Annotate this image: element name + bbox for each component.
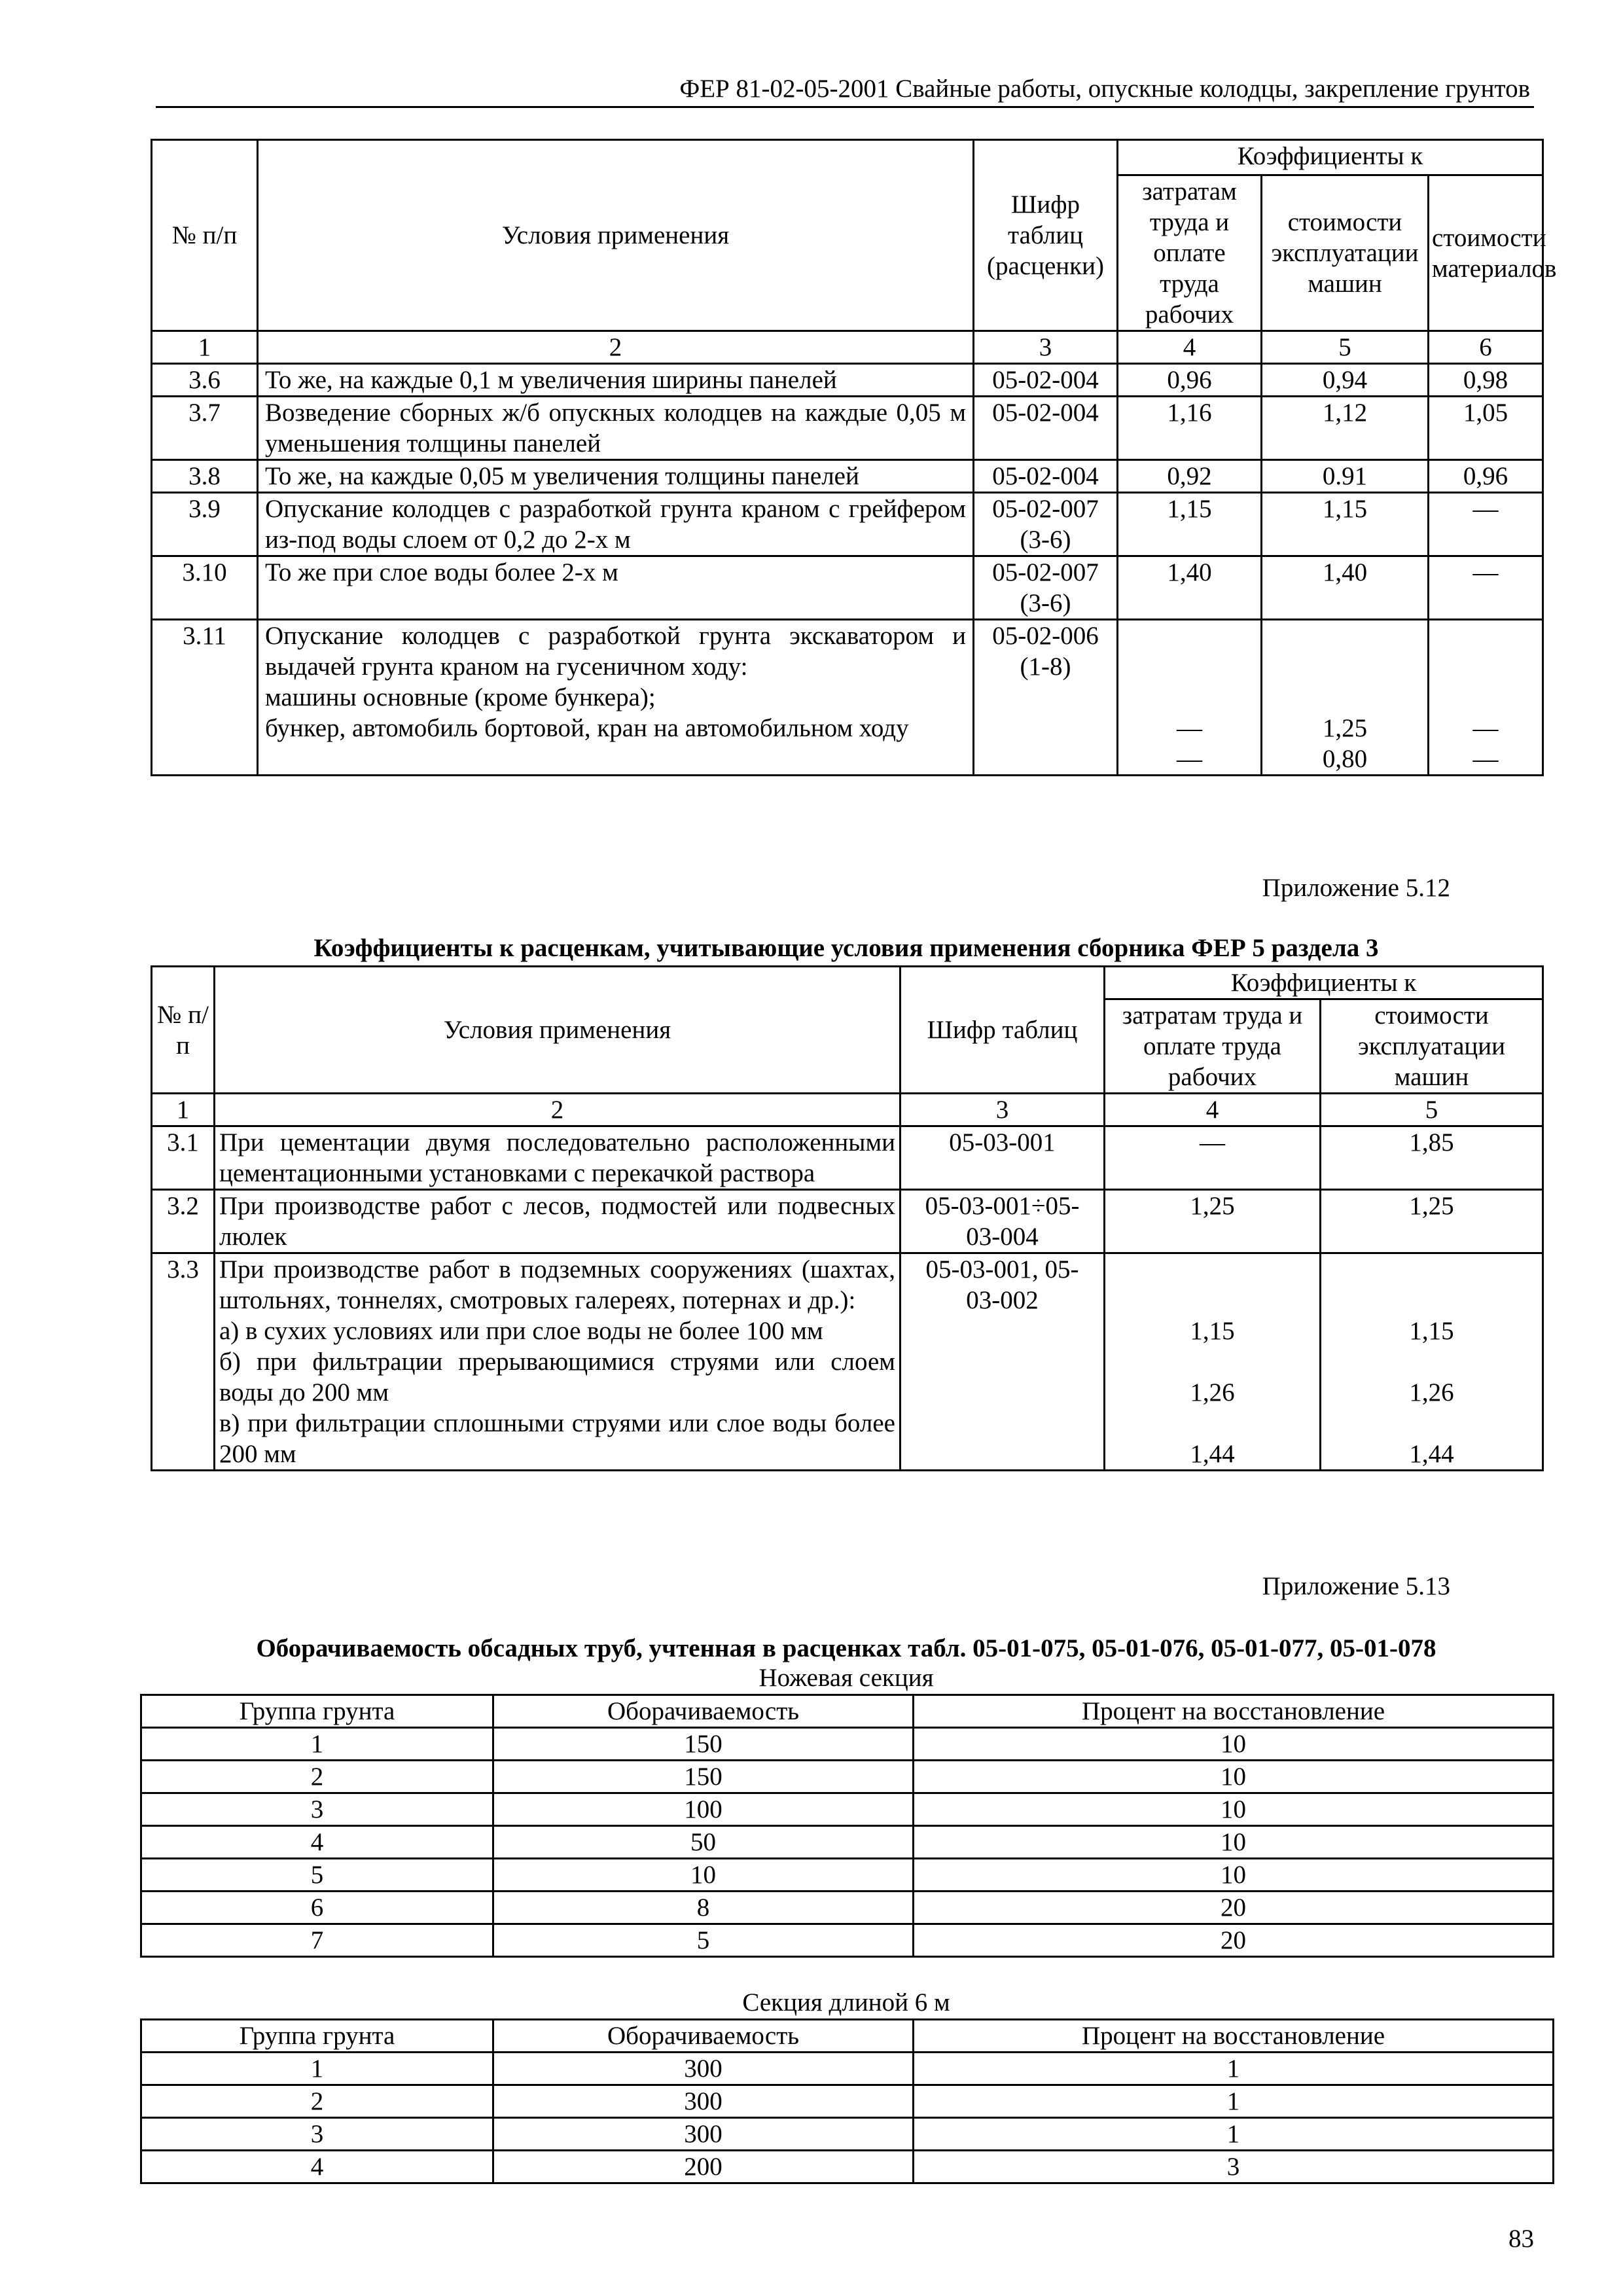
condition-main: Опускание колодцев с разработкой грунта экскаватором и выдачей грунта краном на гусеничном ходу: <box>265 622 966 681</box>
table-row <box>141 2118 1554 2151</box>
six-meter-section-caption: Секция длиной 6 м <box>742 1988 950 2017</box>
row-machines: 0,94 <box>1262 364 1429 397</box>
table-row <box>152 460 1543 493</box>
row-materials: — <box>1429 493 1543 556</box>
cell-turnover: 50 <box>493 1826 914 1859</box>
cell-percent: 10 <box>914 1761 1554 1793</box>
row-materials: — <box>1429 556 1543 620</box>
table-row <box>152 556 1543 620</box>
appendix-5-12-label: Приложение 5.12 <box>1262 874 1450 902</box>
value-labor-b: 1,26 <box>1190 1378 1235 1407</box>
table-row <box>152 493 1543 556</box>
column-number: 1 <box>152 1094 215 1126</box>
cell-turnover: 150 <box>493 1761 914 1793</box>
header-materials: стоимости материалов <box>1429 175 1543 331</box>
row-labor: 1,40 <box>1118 556 1262 620</box>
row-machines: 1,25 <box>1321 1190 1543 1253</box>
row-no: 3.9 <box>152 493 258 556</box>
cell-percent: 10 <box>914 1826 1554 1859</box>
knife-section-caption: Ножевая секция <box>758 1664 934 1692</box>
row-code: 05-03-001, 05-03-002 <box>901 1253 1105 1471</box>
value-labor-a: 1,15 <box>1190 1317 1235 1345</box>
value-labor-1: — <box>1177 714 1202 742</box>
value-machines-v: 1,44 <box>1409 1440 1454 1468</box>
header-labor: затратам труда и оплате труда рабочих <box>1118 175 1262 331</box>
table-row <box>141 1859 1554 1892</box>
header-machines: стоимости эксплуатации машин <box>1262 175 1429 331</box>
column-number: 1 <box>152 331 258 364</box>
cell-group: 1 <box>141 1728 493 1761</box>
row-code: 05-03-001÷05-03-004 <box>901 1190 1105 1253</box>
header-code: Шифр таблиц (расценки) <box>974 140 1118 331</box>
cell-turnover: 100 <box>493 1793 914 1826</box>
row-condition <box>215 1253 901 1471</box>
header-restoration-percent: Процент на восстановление <box>914 1695 1554 1728</box>
cell-turnover: 150 <box>493 1728 914 1761</box>
row-condition: При производстве работ с лесов, подмостей или подвесных люлек <box>215 1190 901 1253</box>
row-machines: 1,12 <box>1262 397 1429 460</box>
cell-group: 2 <box>141 2085 493 2118</box>
six-meter-section-table <box>140 2018 1554 2184</box>
header-soil-group: Группа грунта <box>141 1695 493 1728</box>
table-row <box>141 1826 1554 1859</box>
cell-group: 1 <box>141 2053 493 2085</box>
page-header-title: ФЕР 81-02-05-2001 Свайные работы, опускные колодцы, закрепление грунтов <box>679 75 1530 103</box>
row-code: 05-02-006 (1-8) <box>974 620 1118 776</box>
knife-section-table <box>140 1694 1554 1958</box>
table-row <box>141 2151 1554 2183</box>
condition-sub-2: бункер, автомобиль бортовой, кран на автомобильном ходу <box>265 714 909 742</box>
header-conditions: Условия применения <box>215 967 901 1094</box>
row-no: 3.10 <box>152 556 258 620</box>
row-machines: 1,85 <box>1321 1126 1543 1190</box>
header-no: № п/п <box>152 140 258 331</box>
cell-group: 3 <box>141 2118 493 2151</box>
appendix-5-12-title: Коэффициенты к расценкам, учитывающие условия применения сборника ФЕР 5 раздела 3 <box>313 934 1379 962</box>
row-condition: Опускание колодцев с разработкой грунта краном с грейфером из-под воды слоем от 0,2 до 2-х м <box>258 493 974 556</box>
row-labor <box>1105 1253 1321 1471</box>
value-labor-2: — <box>1177 745 1202 773</box>
cell-percent: 10 <box>914 1793 1554 1826</box>
row-machines: 1,15 <box>1262 493 1429 556</box>
table-row <box>152 1126 1543 1190</box>
row-code: 05-02-004 <box>974 397 1118 460</box>
header-restoration-percent: Процент на восстановление <box>914 2020 1554 2053</box>
header-turnover: Оборачиваемость <box>493 1695 914 1728</box>
row-code: 05-03-001 <box>901 1126 1105 1190</box>
condition-a: а) в сухих условиях или при слое воды не более 100 мм <box>219 1317 823 1345</box>
header-no: № п/п <box>152 967 215 1094</box>
appendix-5-13-label: Приложение 5.13 <box>1262 1572 1450 1600</box>
column-number: 4 <box>1118 331 1262 364</box>
table-row <box>152 1190 1543 1253</box>
condition-v: в) при фильтрации сплошными струями или слое воды более 200 мм <box>219 1409 895 1468</box>
row-no: 3.3 <box>152 1253 215 1471</box>
cell-turnover: 200 <box>493 2151 914 2183</box>
header-turnover: Оборачиваемость <box>493 2020 914 2053</box>
row-no: 3.7 <box>152 397 258 460</box>
cell-percent: 10 <box>914 1859 1554 1892</box>
cell-group: 4 <box>141 2151 493 2183</box>
cell-percent: 1 <box>914 2053 1554 2085</box>
row-labor: 1,16 <box>1118 397 1262 460</box>
row-machines <box>1321 1253 1543 1471</box>
value-machines-a: 1,15 <box>1409 1317 1454 1345</box>
row-condition: То же, на каждые 0,05 м увеличения толщины панелей <box>258 460 974 493</box>
column-number: 3 <box>974 331 1118 364</box>
cell-percent: 20 <box>914 1924 1554 1957</box>
row-no: 3.1 <box>152 1126 215 1190</box>
cell-turnover: 5 <box>493 1924 914 1957</box>
header-code: Шифр таблиц <box>901 967 1105 1094</box>
column-number: 2 <box>258 331 974 364</box>
row-no: 3.8 <box>152 460 258 493</box>
column-number: 4 <box>1105 1094 1321 1126</box>
column-number: 3 <box>901 1094 1105 1126</box>
row-code: 05-02-007 (3-6) <box>974 556 1118 620</box>
row-no: 3.6 <box>152 364 258 397</box>
header-conditions: Условия применения <box>258 140 974 331</box>
cell-percent: 1 <box>914 2118 1554 2151</box>
row-condition: То же при слое воды более 2-х м <box>258 556 974 620</box>
header-rule <box>156 106 1534 108</box>
value-machines-2: 0,80 <box>1322 745 1368 773</box>
cell-group: 2 <box>141 1761 493 1793</box>
row-labor <box>1118 620 1262 776</box>
cell-turnover: 300 <box>493 2085 914 2118</box>
cell-percent: 1 <box>914 2085 1554 2118</box>
row-machines: 1,40 <box>1262 556 1429 620</box>
table-row <box>152 620 1543 776</box>
cell-turnover: 300 <box>493 2053 914 2085</box>
cell-percent: 3 <box>914 2151 1554 2183</box>
row-code: 05-02-004 <box>974 364 1118 397</box>
value-labor-v: 1,44 <box>1190 1440 1235 1468</box>
cell-percent: 10 <box>914 1728 1554 1761</box>
coefficients-table-section-3 <box>151 965 1544 1471</box>
table-row <box>141 2085 1554 2118</box>
row-materials <box>1429 620 1543 776</box>
row-materials: 0,96 <box>1429 460 1543 493</box>
header-coefficients: Коэффициенты к <box>1118 140 1543 175</box>
row-condition <box>258 620 974 776</box>
cell-group: 5 <box>141 1859 493 1892</box>
column-number: 5 <box>1321 1094 1543 1126</box>
table-row <box>141 1892 1554 1924</box>
table-row <box>152 1253 1543 1471</box>
table-row <box>141 1728 1554 1761</box>
condition-sub-1: машины основные (кроме бункера); <box>265 683 656 711</box>
row-code: 05-02-004 <box>974 460 1118 493</box>
page-number: 83 <box>1508 2225 1534 2253</box>
row-labor: 1,25 <box>1105 1190 1321 1253</box>
value-machines-b: 1,26 <box>1409 1378 1454 1407</box>
cell-turnover: 300 <box>493 2118 914 2151</box>
appendix-5-13-title: Оборачиваемость обсадных труб, учтенная в расценках табл. 05-01-075, 05-01-076, 05-01-077, 05-01-078 <box>256 1634 1436 1662</box>
table-row <box>141 1761 1554 1793</box>
header-coefficients: Коэффициенты к <box>1105 967 1543 999</box>
cell-group: 7 <box>141 1924 493 1957</box>
cell-group: 6 <box>141 1892 493 1924</box>
table-row <box>141 1924 1554 1957</box>
coefficients-table-section-2 <box>151 139 1557 776</box>
row-machines: 0.91 <box>1262 460 1429 493</box>
row-materials: 0,98 <box>1429 364 1543 397</box>
row-machines <box>1262 620 1429 776</box>
condition-b: б) при фильтрации прерывающимися струями или слоем воды до 200 мм <box>219 1348 895 1407</box>
row-labor: — <box>1105 1126 1321 1190</box>
condition-main: При производстве работ в подземных сооружениях (шахтах, штольнях, тоннелях, смотровых галереях, потернах и др.): <box>219 1255 895 1314</box>
column-number: 6 <box>1429 331 1543 364</box>
cell-turnover: 8 <box>493 1892 914 1924</box>
row-condition: То же, на каждые 0,1 м увеличения ширины панелей <box>258 364 974 397</box>
header-machines: стоимости эксплуатации машин <box>1321 999 1543 1094</box>
row-materials: 1,05 <box>1429 397 1543 460</box>
cell-percent: 20 <box>914 1892 1554 1924</box>
cell-turnover: 10 <box>493 1859 914 1892</box>
column-number: 5 <box>1262 331 1429 364</box>
header-soil-group: Группа грунта <box>141 2020 493 2053</box>
cell-group: 4 <box>141 1826 493 1859</box>
value-machines-1: 1,25 <box>1322 714 1368 742</box>
cell-group: 3 <box>141 1793 493 1826</box>
table-row <box>141 1793 1554 1826</box>
row-labor: 0,96 <box>1118 364 1262 397</box>
row-condition: Возведение сборных ж/б опускных колодцев на каждые 0,05 м уменьшения толщины панелей <box>258 397 974 460</box>
table-row <box>152 364 1543 397</box>
row-labor: 1,15 <box>1118 493 1262 556</box>
table-row <box>141 2053 1554 2085</box>
row-no: 3.11 <box>152 620 258 776</box>
column-number: 2 <box>215 1094 901 1126</box>
value-materials-2: — <box>1472 745 1499 773</box>
row-code: 05-02-007 (3-6) <box>974 493 1118 556</box>
row-labor: 0,92 <box>1118 460 1262 493</box>
table-row <box>152 397 1543 460</box>
row-no: 3.2 <box>152 1190 215 1253</box>
row-condition: При цементации двумя последовательно расположенными цементационными установками с перекачкой раствора <box>215 1126 901 1190</box>
value-materials-1: — <box>1472 714 1499 742</box>
header-labor: затратам труда и оплате труда рабочих <box>1105 999 1321 1094</box>
